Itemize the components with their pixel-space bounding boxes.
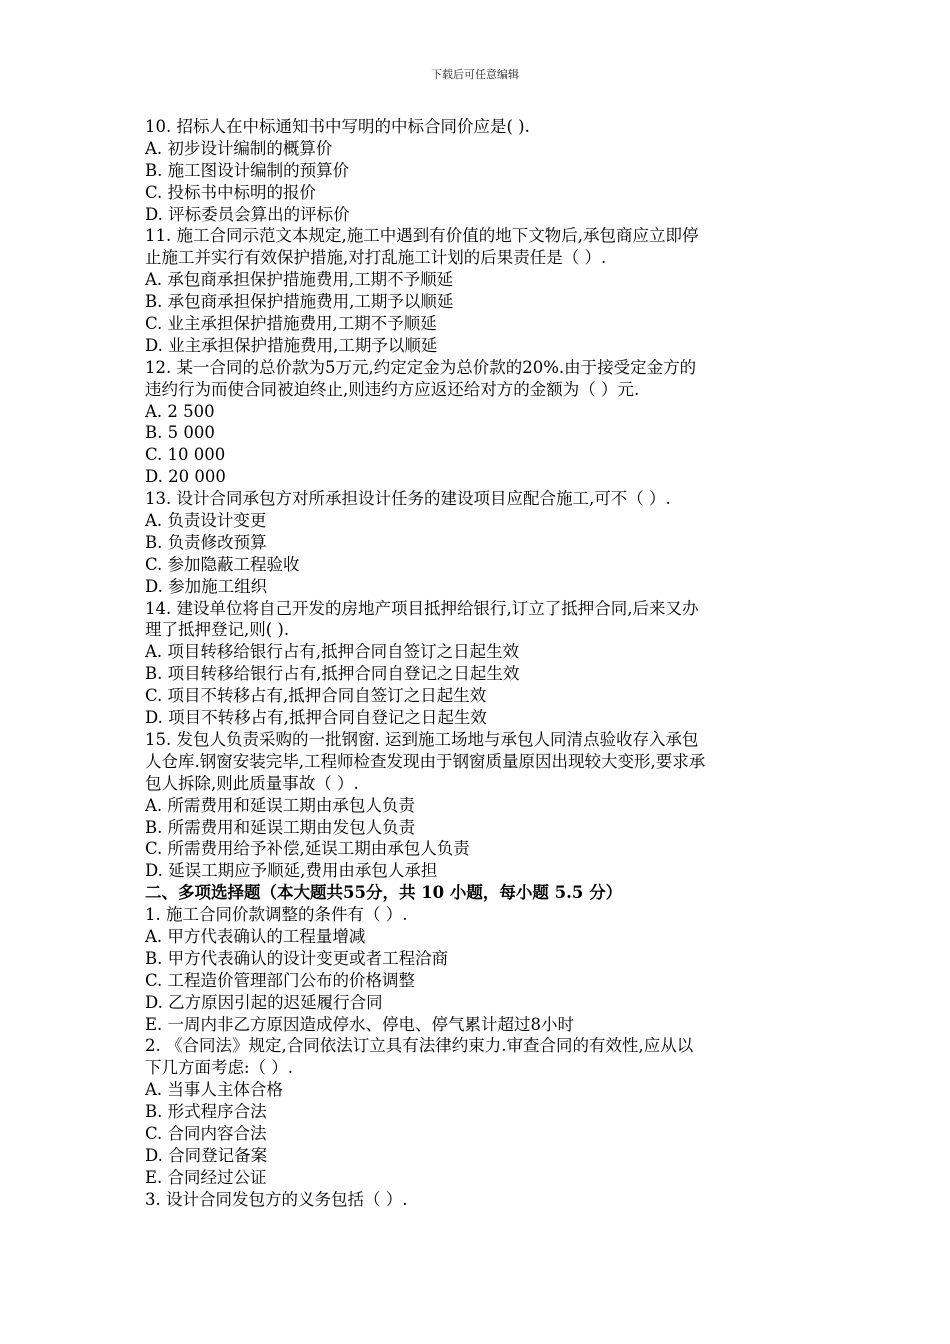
section-heading: 二、多项选择题（本大题共55分，共 10 小题，每小题 5.5 分） (145, 883, 623, 903)
text-line: A. 承包商承担保护措施费用,工期不予顺延 (145, 270, 454, 290)
text-line: 人仓库.钢窗安装完毕,工程师检查发现由于钢窗质量原因出现较大变形,要求承 (145, 751, 706, 771)
text-line: E. 合同经过公证 (145, 1167, 267, 1187)
text-line: B. 所需费用和延误工期由发包人负责 (145, 817, 416, 837)
text-line: B. 5 000 (145, 423, 215, 443)
text-line: A. 甲方代表确认的工程量增减 (145, 926, 366, 946)
text-line: E. 一周内非乙方原因造成停水、停电、停气累计超过8小时 (145, 1014, 575, 1034)
text-line: D. 评标委员会算出的评标价 (145, 204, 350, 224)
text-line: A. 负责设计变更 (145, 511, 267, 531)
text-line: 3. 设计合同发包方的义务包括（ ）. (145, 1189, 408, 1209)
text-line: D. 项目不转移占有,抵押合同自登记之日起生效 (145, 708, 487, 728)
text-line: C. 投标书中标明的报价 (145, 182, 317, 202)
text-line: D. 延误工期应予顺延,费用由承包人承担 (145, 861, 438, 881)
text-line: D. 业主承担保护措施费用,工期予以顺延 (145, 335, 438, 355)
text-line: A. 2 500 (145, 401, 215, 421)
text-line: 14. 建设单位将自己开发的房地产项目抵押给银行,订立了抵押合同,后来又办 (145, 598, 699, 618)
text-line: 下几方面考虑:（ ）. (145, 1058, 294, 1078)
text-line: B. 甲方代表确认的设计变更或者工程洽商 (145, 948, 449, 968)
text-line: D. 乙方原因引起的迟延履行合同 (145, 992, 383, 1012)
text-line: C. 所需费用给予补偿,延误工期由承包人负责 (145, 839, 470, 859)
text-line: C. 参加隐蔽工程验收 (145, 554, 300, 574)
text-line: A. 当事人主体合格 (145, 1080, 283, 1100)
text-line: 13. 设计合同承包方对所承担设计任务的建设项目应配合施工,可不（ ）. (145, 489, 671, 509)
text-line: C. 业主承担保护措施费用,工期不予顺延 (145, 314, 437, 334)
text-line: B. 项目转移给银行占有,抵押合同自登记之日起生效 (145, 664, 520, 684)
text-line: 理了抵押登记,则( ). (145, 620, 290, 640)
page-header: 下载后可任意编辑 (431, 68, 519, 81)
text-line: B. 形式程序合法 (145, 1102, 267, 1122)
text-line: 违约行为而使合同被迫终止,则违约方应返还给对方的金额为（ ）元. (145, 379, 640, 399)
text-line: B. 负责修改预算 (145, 532, 267, 552)
text-line: A. 项目转移给银行占有,抵押合同自签订之日起生效 (145, 642, 520, 662)
text-line: 10. 招标人在中标通知书中写明的中标合同价应是( ). (145, 117, 530, 136)
text-line: D. 参加施工组织 (145, 576, 268, 596)
text-line: A. 所需费用和延误工期由承包人负责 (145, 795, 415, 815)
text-line: C. 工程造价管理部门公布的价格调整 (145, 970, 416, 990)
text-line: C. 10 000 (145, 445, 226, 465)
text-line: 2. 《合同法》规定,合同依法订立具有法律约束力.审查合同的有效性,应从以 (145, 1036, 694, 1056)
text-line: D. 合同登记备案 (145, 1145, 268, 1165)
text-line: B. 承包商承担保护措施费用,工期予以顺延 (145, 292, 454, 312)
text-line: B. 施工图设计编制的预算价 (145, 160, 350, 180)
text-line: A. 初步设计编制的概算价 (145, 138, 333, 158)
text-line: 11. 施工合同示范文本规定,施工中遇到有价值的地下文物后,承包商应立即停 (145, 226, 699, 246)
text-line: 1. 施工合同价款调整的条件有（ ）. (145, 905, 408, 925)
text-line: 包人拆除,则此质量事故（ ）. (145, 773, 359, 793)
text-line: C. 合同内容合法 (145, 1123, 267, 1143)
text-line: D. 20 000 (145, 467, 226, 487)
text-line: C. 项目不转移占有,抵押合同自签订之日起生效 (145, 686, 487, 706)
text-line: 15. 发包人负责采购的一批钢窗. 运到施工场地与承包人同清点验收存入承包 (145, 729, 699, 749)
text-line: 止施工并实行有效保护措施,对打乱施工计划的后果责任是（ ）. (145, 248, 607, 268)
document-body (145, 116, 813, 1211)
text-line: 12. 某一合同的总价款为5万元,约定定金为总价款的20%.由于接受定金方的 (145, 357, 697, 377)
